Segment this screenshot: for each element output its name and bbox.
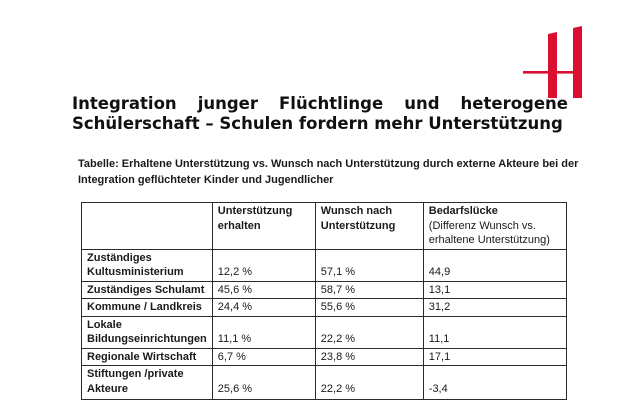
- value-desired: 23,8 %: [315, 348, 423, 366]
- row-label: Regionale Wirtschaft: [82, 348, 213, 366]
- value-gap: 31,2: [423, 299, 566, 317]
- value-received: 12,2 %: [212, 249, 315, 281]
- table-row-wirtschaft: [82, 348, 567, 366]
- table-row-stiftungen: [82, 366, 567, 400]
- value-desired: 22,2 %: [315, 366, 423, 400]
- slide-title-line-1: Integration junger Flüchtlinge und heterogene: [72, 94, 568, 113]
- table-caption: [78, 157, 578, 188]
- value-received: 25,6 %: [212, 366, 315, 400]
- value-received: 45,6 %: [212, 281, 315, 299]
- header-gap: Bedarfslücke (Differenz Wunsch vs. erhaltene Unterstützung): [423, 203, 566, 250]
- value-gap: 17,1: [423, 348, 566, 366]
- value-gap: -3,4: [423, 366, 566, 400]
- value-desired: 58,7 %: [315, 281, 423, 299]
- table-header-row: [82, 203, 567, 250]
- value-desired: 57,1 %: [315, 249, 423, 281]
- row-label: Zuständiges Schulamt: [82, 281, 213, 299]
- table-row-kommune: [82, 299, 567, 317]
- value-received: 6,7 %: [212, 348, 315, 366]
- header-support-received: Unterstützung erhalten: [212, 203, 315, 250]
- value-gap: 11,1: [423, 316, 566, 348]
- row-label: Stiftungen /private Akteure: [82, 366, 213, 400]
- value-received: 11,1 %: [212, 316, 315, 348]
- slide-title-line-2: Schülerschaft – Schulen fordern mehr Unterstützung: [72, 114, 563, 133]
- table-caption-line-2: Integration geflüchteter Kinder und Jugendlicher: [78, 173, 334, 186]
- table-row-bildungseinrichtungen: [82, 316, 567, 348]
- header-empty-cell: [82, 203, 213, 250]
- support-gap-table: [81, 202, 567, 400]
- value-desired: 55,6 %: [315, 299, 423, 317]
- value-gap: 44,9: [423, 249, 566, 281]
- row-label: Lokale Bildungseinrichtungen: [82, 316, 213, 348]
- table-row-kultusministerium: [82, 249, 567, 281]
- table-row-schulamt: [82, 281, 567, 299]
- value-desired: 22,2 %: [315, 316, 423, 348]
- header-support-desired: Wunsch nach Unterstützung: [315, 203, 423, 250]
- row-label: Kommune / Landkreis: [82, 299, 213, 317]
- row-label: Zuständiges Kultusministerium: [82, 249, 213, 281]
- value-gap: 13,1: [423, 281, 566, 299]
- table-caption-line-1: Tabelle: Erhaltene Unterstützung vs. Wunsch nach Unterstützung durch externe Akteure bei der: [78, 158, 579, 170]
- value-received: 24,4 %: [212, 299, 315, 317]
- red-h-logo-icon: [515, 20, 585, 100]
- slide-title: [72, 94, 568, 134]
